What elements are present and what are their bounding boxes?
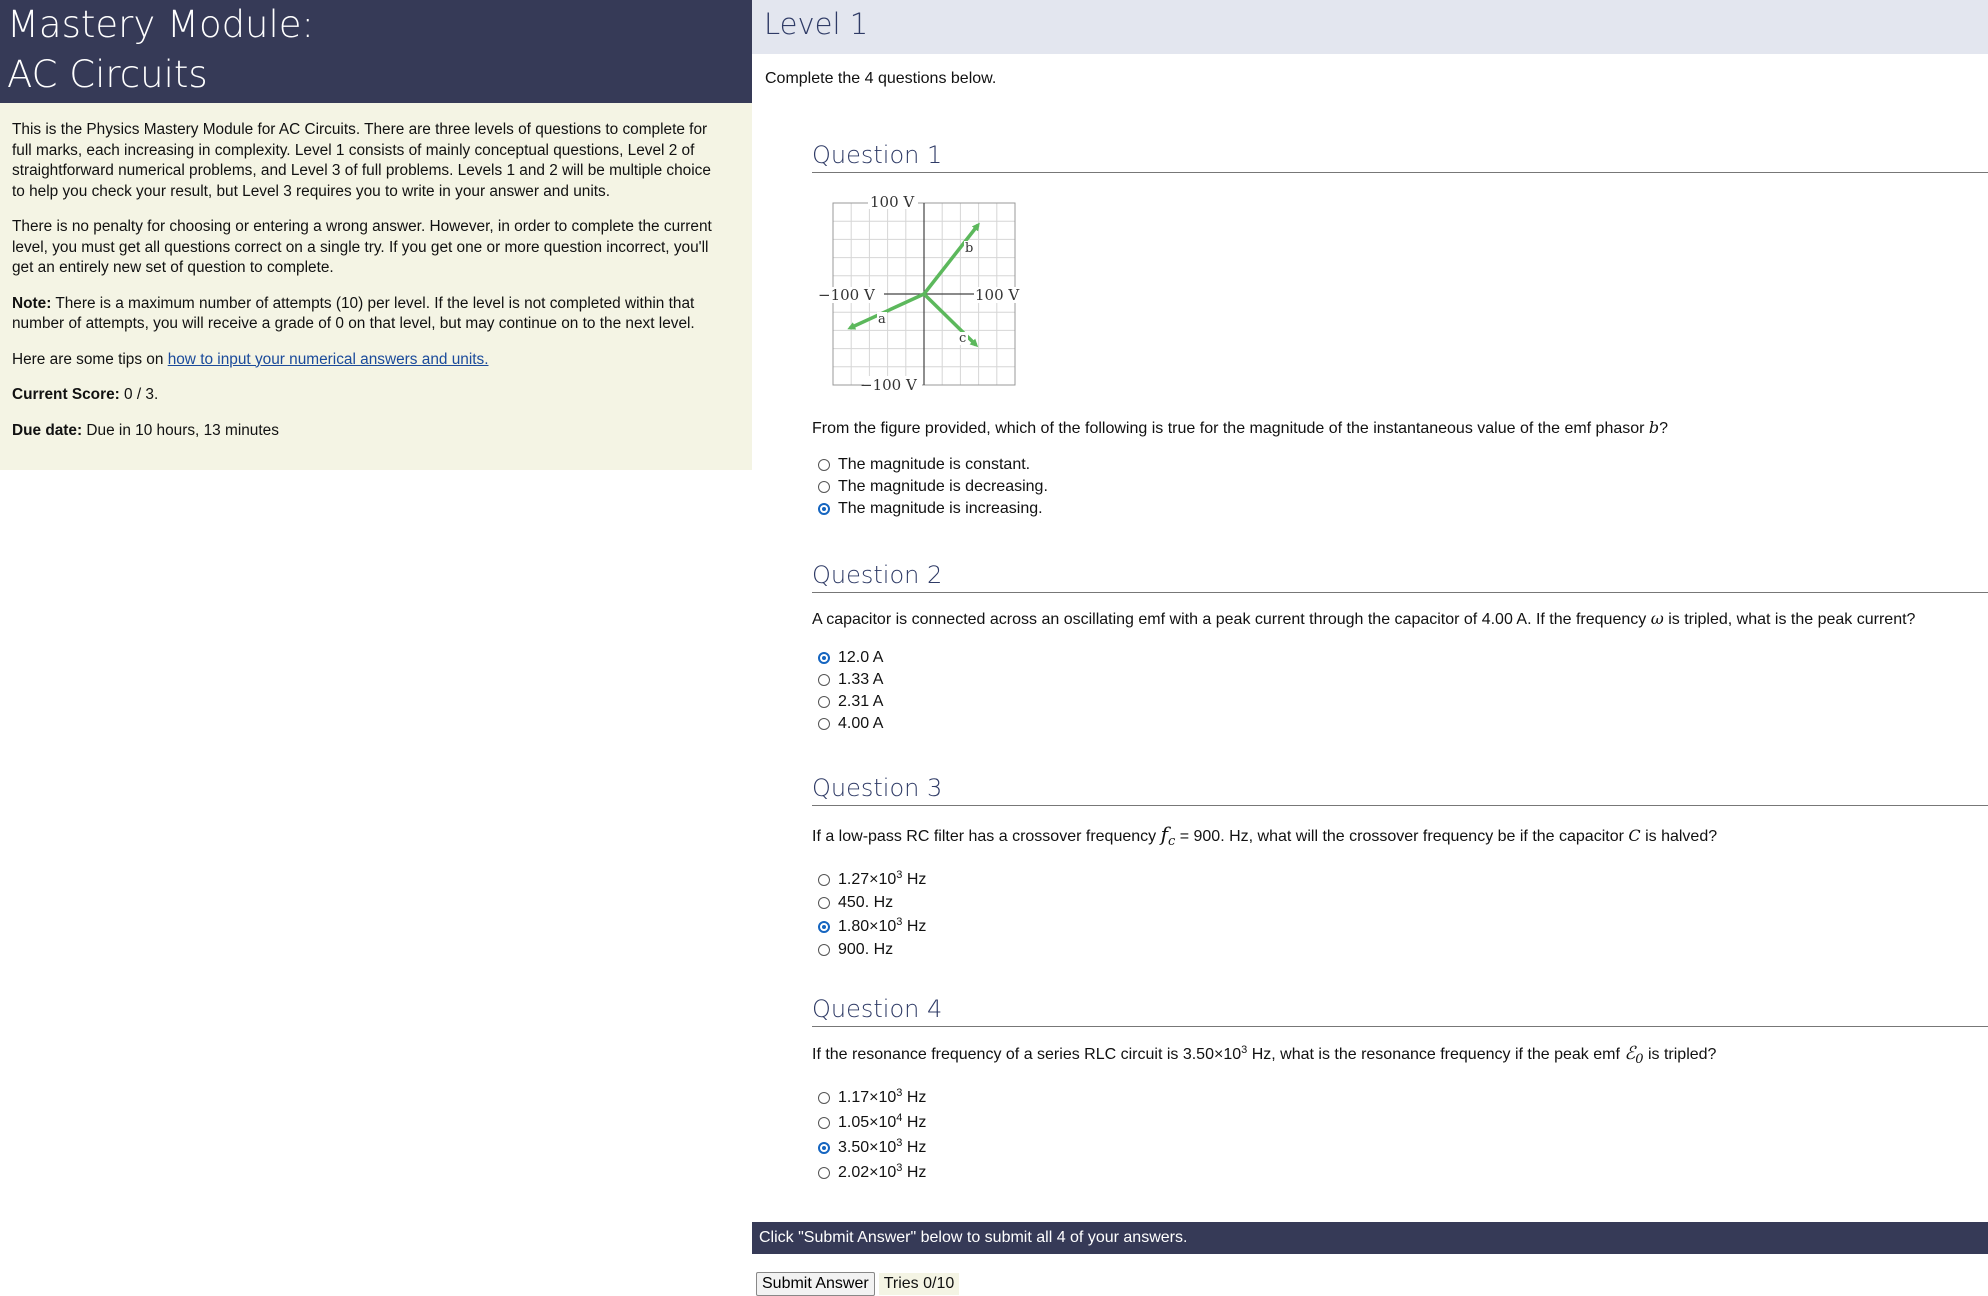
phasor-label-c: c [959,331,967,346]
question-1-option[interactable] [812,498,1988,520]
question-4-text-main: If the resonance frequency of a series RLC circuit is 3.50×10 [812,1046,1242,1063]
option-label: 2.31 A [838,693,884,710]
question-2-text-main: A capacitor is connected across an oscillating emf with a peak current through the capacitor of 4.00 A. If the frequency [812,611,1651,628]
phasor-label-a: a [878,312,886,327]
current-score [12,385,722,406]
question-2-variable: ω [1650,609,1664,628]
tips-link[interactable]: how to input your numerical answers and units. [167,350,489,368]
phasor-label-b: b [965,241,974,256]
question-4-exponent: 3 [1241,1044,1248,1056]
right-axis-label: 100 V [975,286,1020,304]
question-1-variable: b [1648,418,1660,437]
score-label: Current Score: [12,386,120,403]
module-description [0,103,752,470]
tries-counter: Tries 0/10 [879,1273,960,1295]
level-title: Level 1 [752,0,1988,54]
radio-button-selected[interactable] [818,652,830,664]
question-2-text [812,609,1988,629]
tips-paragraph [12,350,722,371]
option-label: $1.05\times 10^4$ Hz [838,1111,927,1131]
radio-button[interactable] [818,481,830,493]
question-3-variable-c: C [1628,826,1641,845]
question-3-text-main: If a low-pass RC filter has a crossover frequency [812,828,1161,845]
option-label: The magnitude is constant. [838,456,1031,473]
description-paragraph-1: This is the Physics Mastery Module for AC Circuits. There are three levels of questions to complete for full marks, each increasing in complexity. Level 1 consists of mainly conceptual questions, Level 2 of straightforward numerical problems, and Level 3 of full problems. Levels 1 and 2 will be multiple choice to help you check your result, but Level 3 requires you to write in your answer and units. [12,121,711,200]
radio-button[interactable] [818,897,830,909]
option-label: 12.0 A [838,649,884,666]
tips-prefix: Here are some tips on [12,350,168,368]
top-axis-label: 100 V [870,193,915,211]
submit-row [756,1272,959,1296]
module-title-line2: AC Circuits [7,53,208,96]
phasor-diagram [818,190,1034,400]
radio-button-selected[interactable] [818,1142,830,1154]
question-3-text [812,822,1988,849]
question-3-text-mid: = 900. Hz, what will the crossover frequency be if the capacitor [1175,828,1629,845]
question-1-option[interactable] [812,476,1988,498]
question-4-text [812,1043,1988,1067]
score-value: 0 / 3. [119,386,159,403]
question-3-text-end: is halved? [1640,828,1718,845]
question-1-text-end: ? [1659,420,1669,437]
question-2-option[interactable] [812,669,1988,691]
question-1-options [812,454,1988,520]
question-1-text [812,418,1988,438]
question-3-subscript: c [1167,834,1176,850]
note-text: There is a maximum number of attempts (10) per level. If the level is not completed within that number of attempts, you will receive a grade of 0 on that level, but may continue on to the next level. [12,294,695,332]
question-2-text-end: is tripled, what is the peak current? [1663,611,1916,628]
question-4-option[interactable] [812,1110,1988,1135]
option-label: The magnitude is increasing. [838,500,1043,517]
level-intro: Complete the 4 questions below. [765,70,997,87]
question-3 [812,773,1988,961]
question-2-option[interactable] [812,691,1988,713]
question-3-option[interactable] [812,914,1988,939]
option-label: The magnitude is decreasing. [838,478,1048,495]
option-label: $1.80\times 10^3$ Hz [838,915,927,935]
option-label: 450. Hz [838,894,894,912]
question-1-body [812,418,1988,520]
question-2-options [812,647,1988,735]
question-4-option[interactable] [812,1085,1988,1110]
submit-instructions-bar: Click "Submit Answer" below to submit all 4 of your answers. [752,1222,1988,1254]
question-3-variable-f: f [1160,822,1168,846]
radio-button[interactable] [818,696,830,708]
phasor-b [924,225,978,294]
question-4-options [812,1085,1988,1185]
radio-button[interactable] [818,1167,830,1179]
question-2 [812,560,1988,735]
module-title [0,0,752,103]
question-2-option[interactable] [812,647,1988,669]
option-label: $1.27\times 10^3$ Hz [838,868,927,888]
option-label: 900. Hz [838,941,894,959]
question-1-title: Question 1 [812,140,1988,173]
description-paragraph-2: There is no penalty for choosing or entering a wrong answer. However, in order to complete the current level, you must get all questions correct on a single try. If you get one or more question incorrect, you'll get an entirely new set of question to complete. [12,218,712,276]
radio-button-selected[interactable] [818,921,830,933]
radio-button[interactable] [818,874,830,886]
question-2-option[interactable] [812,713,1988,735]
question-4-text-end: is tripled? [1643,1046,1717,1063]
question-4-option[interactable] [812,1160,1988,1185]
due-value: Due in 10 hours, 13 minutes [82,421,279,439]
bottom-axis-label: −100 V [860,376,917,394]
question-4-text-mid: Hz, what is the resonance frequency if the peak emf [1247,1046,1625,1063]
question-3-option[interactable] [812,939,1988,961]
phasor-c [924,294,976,345]
question-4 [812,994,1988,1185]
option-label: $2.02\times 10^3$ Hz [838,1161,927,1181]
option-label: 4.00 A [838,715,884,732]
question-3-option[interactable] [812,867,1988,892]
option-label: $1.17\times 10^3$ Hz [838,1086,927,1106]
submit-answer-button[interactable]: Submit Answer [756,1272,875,1296]
radio-button[interactable] [818,1092,830,1104]
option-label: $3.50\times 10^3$ Hz [838,1136,927,1156]
question-4-title: Question 4 [812,994,1988,1027]
note-paragraph [12,294,722,335]
question-3-title: Question 3 [812,773,1988,806]
radio-button-selected[interactable] [818,503,830,515]
question-3-options [812,867,1988,961]
due-label: Due date: [12,421,83,439]
left-axis-label: −100 V [818,286,875,304]
radio-button[interactable] [818,718,830,730]
question-1-option[interactable] [812,454,1988,476]
question-4-subscript: 0 [1635,1052,1644,1068]
module-info-panel [0,0,752,470]
option-label: 1.33 A [838,671,884,688]
question-1 [812,140,1988,173]
radio-button[interactable] [818,1117,830,1129]
question-3-option[interactable] [812,892,1988,914]
question-4-variable: ℰ [1624,1043,1636,1064]
radio-button[interactable] [818,459,830,471]
due-date [12,421,722,442]
note-label: Note: [12,294,52,312]
question-4-option[interactable] [812,1135,1988,1160]
radio-button[interactable] [818,944,830,956]
questions-panel [752,0,1988,1296]
question-2-title: Question 2 [812,560,1988,593]
question-1-text-main: From the figure provided, which of the following is true for the magnitude of the instantaneous value of the emf phasor [812,420,1649,437]
radio-button[interactable] [818,674,830,686]
module-title-line1: Mastery Module: [7,3,315,46]
